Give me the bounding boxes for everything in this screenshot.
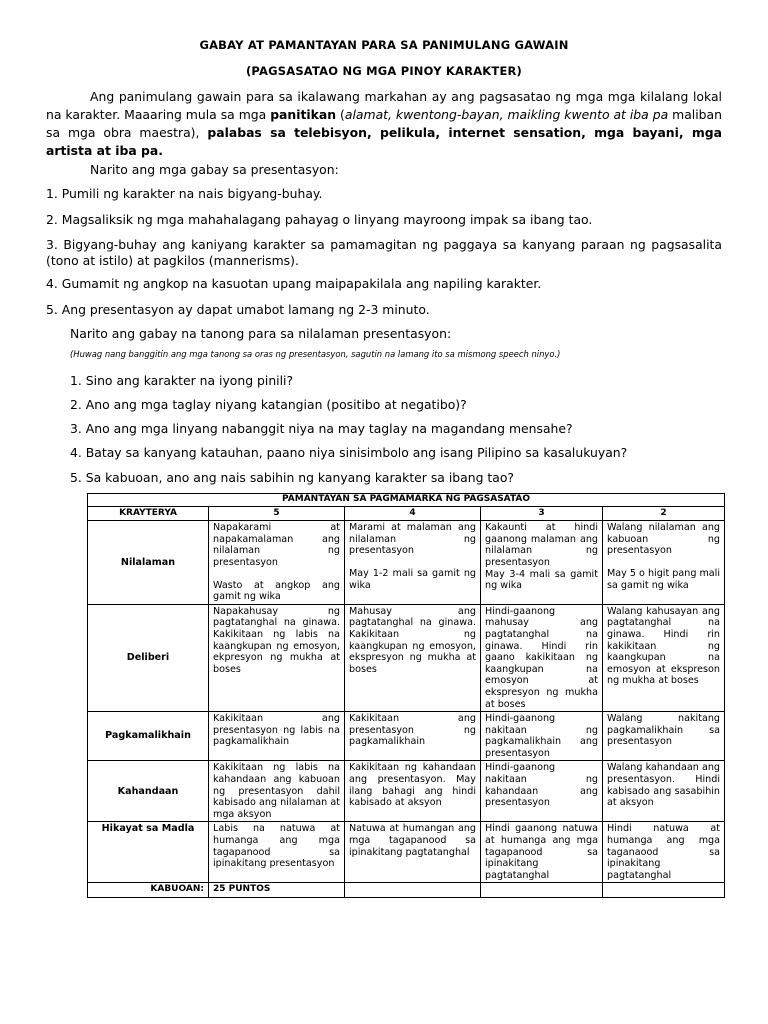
score-cell: Mahusay ang pagtatanghal na ginawa. Kakikitaan ng kaangkupan ng emosyon, ekspresyon ng mukha at boses — [345, 604, 481, 711]
question-3: 3. Ano ang mga linyang nabanggit niya na may taglay na magandang mensahe? — [70, 421, 573, 436]
column-header-criteria: KRAYTERYA — [88, 506, 209, 521]
score-cell: Walang nakitang pagkamalikhain sa presentasyon — [603, 712, 725, 761]
criterion-label: Deliberi — [88, 604, 209, 711]
score-cell: Kakikitaan ng labis na kahandaan ang kabuoan ng presentasyon dahil kabisado ang nilalaman at mga aksyon — [209, 761, 345, 822]
guide-heading: Narito ang mga gabay sa presentasyon: — [90, 162, 339, 177]
cell-text: Walang nilalaman ang kabuoan ng presentasyon — [607, 522, 721, 557]
rubric-row-deliberi — [88, 604, 725, 711]
score-cell: Hindi-gaanong nakitaan ng kahandaan ang presentasyon — [481, 761, 603, 822]
question-1: 1. Sino ang karakter na iyong pinili? — [70, 373, 294, 388]
score-cell: Napakahusay ng pagtatanghal na ginawa. Kakikitaan ng labis na kaangkupan ng emosyon, ekpresyon ng mukha at boses — [209, 604, 345, 711]
question-2: 2. Ano ang mga taglay niyang katangian (positibo at negatibo)? — [70, 397, 467, 412]
cell-text: Marami at malaman ang nilalaman ng presentasyon — [349, 522, 476, 557]
rubric-row-pagkamalikhain — [88, 712, 725, 761]
criterion-label: Hikayat sa Madla — [88, 822, 209, 883]
score-cell: Labis na natuwa at humanga ang mga tagapanood sa ipinakitang presentasyon — [209, 822, 345, 883]
rubric-row-nilalaman — [88, 521, 725, 605]
column-header-4: 4 — [345, 506, 481, 521]
score-cell: Hindi-gaanong mahusay ang pagtatanghal na ginawa. Hindi rin gaano kakikitaan ng kaangkupan na emosyon at ekspresyon ng mukha at boses — [481, 604, 603, 711]
intro-bold-2: palabas sa telebisyon, pelikula, internet sensation, mga bayani, mga artista at iba pa. — [46, 125, 722, 158]
rubric-table — [87, 493, 725, 898]
score-cell: Hindi-gaanong nakitaan ng pagkamalikhain ang presentasyon — [481, 712, 603, 761]
intro-text-1: Ang panimulang gawain para sa ikalawang markahan ay ang pagsasatao ng mga mga kilalang lokal na karakter. Maaaring mula sa mga — [46, 89, 722, 122]
score-cell — [209, 521, 345, 605]
score-cell: Kakikitaan ang presentasyon ng pagkamalikhain — [345, 712, 481, 761]
total-label: KABUOAN: — [88, 883, 209, 898]
column-header-5: 5 — [209, 506, 345, 521]
cell-text: Kakaunti at hindi gaanong malaman ang nilalaman ng presentasyon — [485, 522, 598, 568]
rubric-total-row — [88, 883, 725, 898]
intro-text-3: maliban sa mga obra maestra), — [46, 107, 722, 140]
score-cell — [345, 521, 481, 605]
score-cell: Natuwa at humangan ang mga tagapanood sa ipinakitang pagtatanghal — [345, 822, 481, 883]
rubric-title: PAMANTAYAN SA PAGMAMARKA NG PAGSASATAO — [88, 494, 725, 507]
score-cell — [603, 521, 725, 605]
cell-text: Wasto at angkop ang gamit ng wika — [213, 579, 340, 603]
total-value: 25 PUNTOS — [209, 883, 345, 898]
intro-text-2: ( — [336, 107, 345, 122]
score-cell: Walang kahandaan ang presentasyon. Hindi kabisado ang sasabihin at aksyon — [603, 761, 725, 822]
score-cell: Hindi gaanong natuwa at humanga ang mga tagapanood sa ipinakitang pagtatanghal — [481, 822, 603, 883]
total-empty-cell — [345, 883, 481, 898]
cell-text: May 3-4 mali sa gamit ng wika — [485, 568, 598, 592]
question-4: 4. Batay sa kanyang katauhan, paano niya sinisimbolo ang isang Pilipino sa kasalukuyan? — [70, 445, 628, 460]
guide-item-3: 3. Bigyang-buhay ang kaniyang karakter sa pamamagitan ng paggaya sa kanyang paraan ng pagsasalita (tono at istilo) at pagkilos (mannerisms). — [46, 237, 722, 268]
rubric-header-row — [88, 506, 725, 521]
score-cell — [481, 521, 603, 605]
total-empty-cell — [603, 883, 725, 898]
rubric-row-hikayat-sa-madla — [88, 822, 725, 883]
document-title: GABAY AT PAMANTAYAN PARA SA PANIMULANG GAWAIN — [199, 38, 569, 52]
intro-italic-1: alamat, kwentong-bayan, maikling kwento at iba pa — [344, 107, 669, 122]
score-cell: Walang kahusayan ang pagtatanghal na ginawa. Hindi rin kakikitaan ng kaangkupan na emosyon at ekspreson ng mukha at boses — [603, 604, 725, 711]
question-heading: Narito ang gabay na tanong para sa nilalaman presentasyon: — [70, 326, 452, 341]
intro-bold-1: panitikan — [270, 107, 337, 122]
document-subtitle: (PAGSASATAO NG MGA PINOY KARAKTER) — [245, 64, 523, 78]
column-header-3: 3 — [481, 506, 603, 521]
score-cell: Hindi natuwa at humanga ang mga taganaood sa ipinakitang pagtatanghal — [603, 822, 725, 883]
rubric-row-kahandaan — [88, 761, 725, 822]
score-cell: Kakikitaan ng kahandaan ang presentasyon. May ilang bahagi ang hindi kabisado at aksyon — [345, 761, 481, 822]
guide-item-5: 5. Ang presentasyon ay dapat umabot lamang ng 2-3 minuto. — [46, 302, 430, 317]
score-cell: Kakikitaan ang presentasyon ng labis na pagkamalikhain — [209, 712, 345, 761]
question-5: 5. Sa kabuoan, ano ang nais sabihin ng kanyang karakter sa ibang tao? — [70, 470, 514, 485]
column-header-2: 2 — [603, 506, 725, 521]
guide-item-2: 2. Magsaliksik ng mga mahahalagang pahayag o linyang mayroong impak sa ibang tao. — [46, 212, 593, 227]
criterion-label: Pagkamalikhain — [88, 712, 209, 761]
intro-paragraph — [46, 88, 722, 160]
total-empty-cell — [481, 883, 603, 898]
criterion-label: Kahandaan — [88, 761, 209, 822]
guide-item-1: 1. Pumili ng karakter na nais bigyang-buhay. — [46, 186, 323, 201]
cell-text: Napakarami at napakamalaman ang nilalaman ng presentasyon — [213, 522, 340, 568]
question-note: (Huwag nang banggitin ang mga tanong sa oras ng presentasyon, sagutin na lamang ito sa mismong speech ninyo.) — [70, 349, 561, 359]
guide-item-4: 4. Gumamit ng angkop na kasuotan upang maipapakilala ang napiling karakter. — [46, 276, 542, 291]
cell-text: May 1-2 mali sa gamit ng wika — [349, 567, 476, 591]
criterion-label: Nilalaman — [88, 521, 209, 605]
cell-text: May 5 o higit pang mali sa gamit ng wika — [607, 567, 721, 591]
